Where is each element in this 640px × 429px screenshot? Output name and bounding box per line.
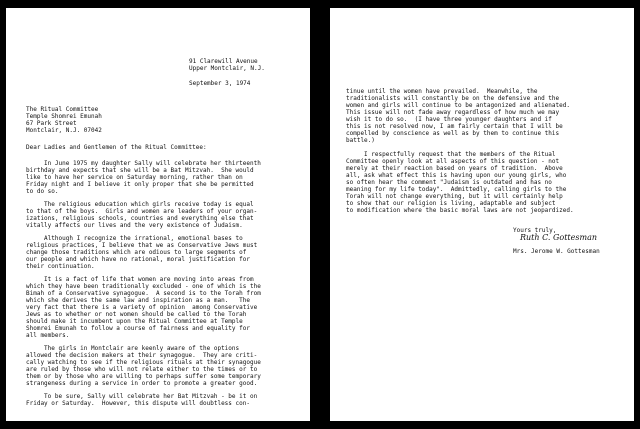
body-line: Friday night and I believe it only proper that she be permitted [26, 181, 254, 188]
letter-page-2 [330, 8, 634, 421]
body-line: Jews as to whether or not women should be called to the Torah [26, 311, 247, 318]
body-line: Shomrei Emunah to follow a course of fairness and equality for [26, 325, 250, 332]
body-line: wish it to do so. (I have three younger daughters and if [346, 116, 552, 123]
body-line: to do so. [26, 188, 59, 195]
body-line: Torah will not change everything, but it will certainly help [346, 193, 563, 200]
body-line: women and girls will continue to be antagonized and alienated. [346, 102, 570, 109]
body-line: so often hear the comment "Judaism is outdated and has no [346, 179, 552, 186]
body-line: this is not resolved now, I am fairly certain that I will be [346, 123, 563, 130]
body-line: to modification where the basic moral laws are not jeopardized. [346, 207, 574, 214]
body-line: Committee openly look at all aspects of this question - not [346, 158, 560, 165]
body-line: like to have her service on Saturday morning, rather than on [26, 174, 243, 181]
body-line: It is a fact of life that women are moving into areas from [26, 276, 254, 283]
letter-page-1 [6, 8, 310, 421]
body-line: Friday or Saturday. However, this dispute will doubtless con- [26, 400, 250, 407]
recipient-line: Montclair, N.J. 07042 [26, 127, 102, 134]
body-line: Although I recognize the irrational, emotional bases to [26, 235, 243, 242]
body-line: meaning for my life today". Admittedly, calling girls to the [346, 186, 567, 193]
closing: Yours truly, [513, 227, 557, 234]
body-line: change those traditions which are odious to large segments of [26, 249, 247, 256]
body-line: izations, religious schools, countries and everything else that [26, 215, 254, 222]
body-line: to that of the boys. Girls and women are leaders of your organ- [26, 208, 258, 215]
body-line: which she derives the same law and inspiration as a man. The [26, 297, 250, 304]
body-line: vitally affects our lives and the very existence of Judaism. [26, 222, 243, 229]
body-line: which they have been traditionally excluded - one of which is the [26, 283, 261, 290]
body-line: tinue until the women have prevailed. Meanwhile, the [346, 88, 538, 95]
body-line: Bimah of a Conservative synagogue. A second is to the Torah from [26, 290, 261, 297]
body-line: compelled by conscience as well as by them to continue this [346, 130, 560, 137]
body-line: merely at their reaction based on years of tradition. Above [346, 165, 563, 172]
body-line: allowed the decision makers at their synagogue. They are criti- [26, 352, 258, 359]
recipient-line: 67 Park Street [26, 120, 77, 127]
body-line: The girls in Montclair are keenly aware of the options [26, 345, 240, 352]
body-line: battle.) [346, 137, 375, 144]
salutation: Dear Ladies and Gentlemen of the Ritual Committee: [26, 144, 207, 151]
body-line: birthday and expects that she will be a Bat Mitzvah. She would [26, 167, 254, 174]
body-line: The religious education which girls receive today is equal [26, 201, 254, 208]
body-line: should make it incumbent upon the Ritual Committee at Temple [26, 318, 243, 325]
body-line: are ruled by those who will not relate either to the times or to [26, 366, 258, 373]
recipient-line: Temple Shomrei Emunah [26, 113, 102, 120]
body-line: their continuation. [26, 263, 95, 270]
body-line: religious practices, I believe that we as Conservative Jews must [26, 242, 258, 249]
body-line: cally watching to see if the religious rituals at their synagogue [26, 359, 261, 366]
sender-address-line: Upper Montclair, N.J. [189, 65, 265, 72]
body-line: very fact that there is a variety of opinion among Conservative [26, 304, 258, 311]
body-line: all, ask what effect this is having upon our young girls, who [346, 172, 567, 179]
body-line: To be sure, Sally will celebrate her Bat Mitzvah - be it on [26, 393, 258, 400]
handwritten-signature: Ruth C. Gottesman [520, 233, 597, 242]
body-line: to show that our religion is living, adaptable and subject [346, 200, 556, 207]
body-line: In June 1975 my daughter Sally will celebrate her thirteenth [26, 160, 261, 167]
signatory-name: Mrs. Jerome W. Gottesman [513, 248, 600, 255]
body-line: I respectfully request that the members of the Ritual [346, 151, 556, 158]
body-line: all members. [26, 332, 70, 339]
body-line: them or by those who are willing to perhaps suffer some temporary [26, 373, 261, 380]
body-line: strangeness during a service in order to promote a greater good. [26, 380, 258, 387]
recipient-line: The Ritual Committee [26, 106, 99, 113]
body-line: This issue will not fade away regardless of how much we may [346, 109, 560, 116]
letter-date: September 3, 1974 [189, 80, 251, 87]
sender-address-line: 91 Clarewill Avenue [189, 58, 258, 65]
body-line: traditionalists will constantly be on the defensive and the [346, 95, 560, 102]
body-line: our people and which have no rational, moral justification for [26, 256, 250, 263]
